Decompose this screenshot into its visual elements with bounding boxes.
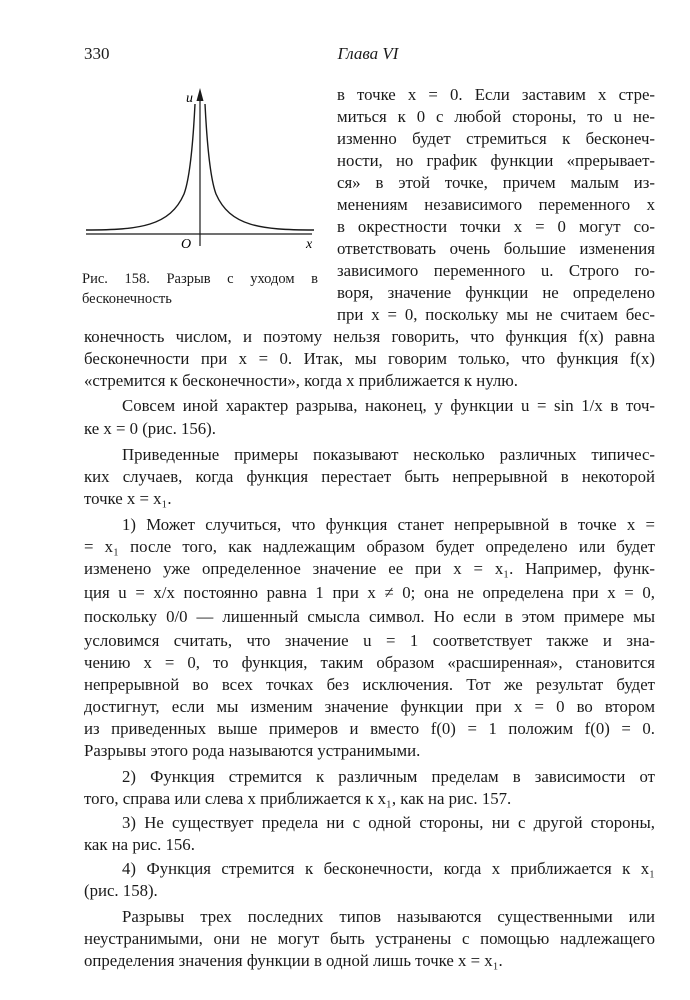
text-line: чению x = 0, то функция, таким образом «расширенная», становится xyxy=(84,653,655,672)
discontinuity-graph xyxy=(80,84,320,259)
text-line: менениям независимого переменного x xyxy=(337,195,655,214)
text-line: в точке x = 0. Если заставим x стре- xyxy=(337,85,655,104)
text-line: поскольку 0/0 — лишенный смысла символ. Но если в этом примере мы xyxy=(84,607,655,626)
text-line: ция u = x/x постоянно равна 1 при x ≠ 0; она не определена при x = 0, xyxy=(84,583,655,602)
text-line: точке x = x₁. xyxy=(84,489,172,508)
text-line: воря, значение функции не определено xyxy=(337,283,655,302)
text-line: из приведенных выше примеров и вместо f(0) = 1 положим f(0) = 0. xyxy=(84,719,655,738)
text-line: определения значения функции в одной лишь точке x = x₁. xyxy=(84,951,503,970)
text-line: непрерывной во всех точках без исключения. Тот же результат будет xyxy=(84,675,655,694)
text-line: ких случаев, когда функция перестает быть непрерывной в некоторой xyxy=(84,467,655,486)
text-line: ответствовать очень большие изменения xyxy=(337,239,655,258)
left-branch xyxy=(86,104,195,230)
text-line: изменено уже определенное значение ее при x = x₁. Например, функ- xyxy=(84,559,655,578)
text-line: ке x = 0 (рис. 156). xyxy=(84,419,216,438)
figure-158 xyxy=(80,84,320,309)
origin-label: O xyxy=(181,237,192,252)
text-line: 4) Функция стремится к бесконечности, когда x приближается к x₁ xyxy=(122,859,655,878)
text-line: Разрывы трех последних типов называются существенными или xyxy=(122,907,655,926)
text-line: 2) Функция стремится к различным пределам в зависимости от xyxy=(122,767,655,786)
text-line: достигнут, если мы изменим значение функции при x = 0 во втором xyxy=(84,697,655,716)
text-line: неустранимыми, они не могут быть устранены с помощью надлежащего xyxy=(84,929,655,948)
text-line: 3) Не существует предела ни с одной стороны, ни с другой стороны, xyxy=(122,813,655,832)
text-line: = x₁ после того, как надлежащим образом будет определено или будет xyxy=(84,537,655,556)
text-line: (рис. 158). xyxy=(84,881,158,900)
text-line: изменно будет стремиться к бесконеч- xyxy=(337,129,655,148)
text-line: условимся считать, что значение u = 1 соответствует также и зна- xyxy=(84,631,655,650)
text-line: «стремится к бесконечности», когда x приближается к нулю. xyxy=(84,371,518,390)
text-line: Разрывы этого рода называются устранимыми. xyxy=(84,741,421,760)
text-line: того, справа или слева x приближается к x₁, как на рис. 157. xyxy=(84,789,512,808)
page-header xyxy=(84,44,652,68)
figure-caption: Рис. 158. Разрыв с уходом в бесконечность xyxy=(82,271,318,307)
text-line: зависимого переменного u. Строго го- xyxy=(337,261,655,280)
text-line: бесконечности при x = 0. Итак, мы говорим только, что функция f(x) xyxy=(84,349,655,368)
text-line: ности, но график функции «прерывает- xyxy=(337,151,655,170)
text-line: Совсем иной характер разрыва, наконец, у функции u = sin 1/x в точ- xyxy=(122,396,655,415)
text-line: при x = 0, поскольку мы не считаем бес- xyxy=(337,305,655,324)
x-axis-label: x xyxy=(306,237,313,252)
u-axis-label: u xyxy=(186,91,193,106)
text-line: конечность числом, и поэтому нельзя говорить, что функция f(x) равна xyxy=(84,327,655,346)
text-line: 1) Может случиться, что функция станет непрерывной в точке x = xyxy=(122,515,655,534)
page-number: 330 xyxy=(84,44,110,63)
chapter-title: Глава VI xyxy=(337,44,399,63)
text-line: как на рис. 156. xyxy=(84,835,195,854)
text-line: в окрестности точки x = 0 могут со- xyxy=(337,217,655,236)
right-branch xyxy=(205,104,314,230)
u-axis-arrow xyxy=(197,88,204,101)
text-line: Приведенные примеры показывают несколько различных типичес- xyxy=(122,445,655,464)
text-line: ся» в этой точке, причем малым из- xyxy=(337,173,655,192)
text-line: миться к 0 с любой стороны, то u не- xyxy=(337,107,655,126)
